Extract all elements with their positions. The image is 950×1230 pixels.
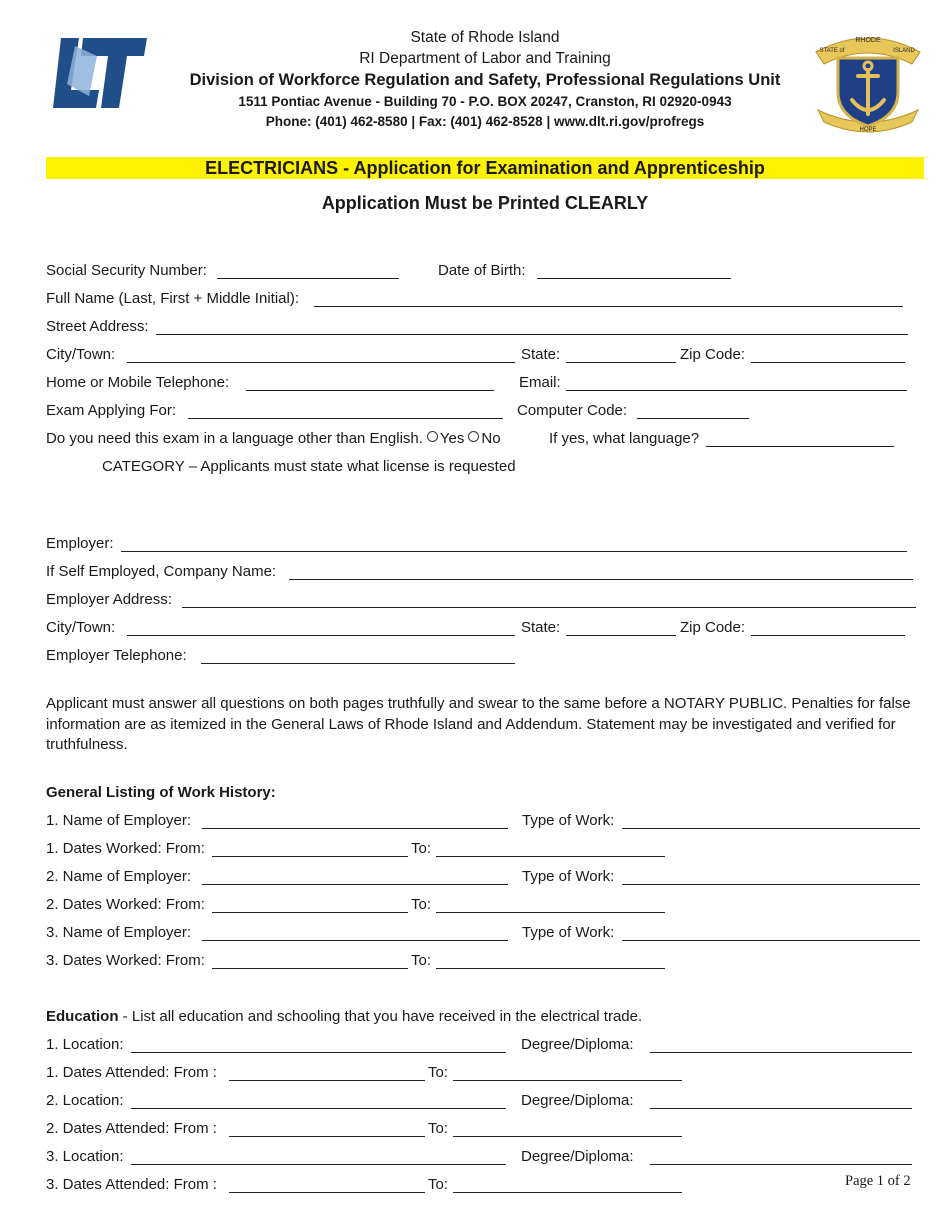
ssn-field[interactable] [217, 278, 399, 279]
type-of-work-3-label: Type of Work: [522, 924, 615, 941]
zip-field[interactable] [751, 362, 905, 363]
svg-text:HOPE: HOPE [859, 127, 877, 133]
header-state: State of Rhode Island [410, 29, 560, 46]
state-label: State: [521, 346, 561, 363]
phone-label: Home or Mobile Telephone: [46, 374, 230, 391]
dates-worked-3-from-field[interactable] [212, 968, 408, 969]
street-address-label: Street Address: [46, 318, 149, 335]
language-question [46, 430, 501, 448]
dates-worked-2-to-field[interactable] [436, 912, 665, 913]
phone-field[interactable] [246, 390, 494, 391]
rhode-island-seal [812, 30, 924, 136]
type-of-work-2-label: Type of Work: [522, 868, 615, 885]
full-name-label: Full Name (Last, First + Middle Initial): [46, 290, 299, 307]
email-field[interactable] [566, 390, 907, 391]
dates-attended-1-to-label: To: [428, 1064, 449, 1081]
full-name-field[interactable] [314, 306, 903, 307]
degree-1-field[interactable] [650, 1052, 912, 1053]
type-of-work-2-field[interactable] [622, 884, 920, 885]
dlt-logo [53, 38, 147, 108]
education-heading-intro: - List all education and schooling that you have received in the electrical trade. [118, 1008, 643, 1025]
dob-label: Date of Birth: [438, 262, 526, 279]
dates-attended-3-from-field[interactable] [229, 1192, 425, 1193]
employer-3-label: 3. Name of Employer: [46, 924, 192, 941]
dates-attended-2-to-label: To: [428, 1120, 449, 1137]
svg-text:STATE of: STATE of [819, 48, 845, 54]
degree-2-label: Degree/Diploma: [521, 1092, 634, 1109]
education-heading-title: Education [46, 1008, 119, 1025]
dates-attended-1-to-field[interactable] [453, 1080, 682, 1081]
dates-worked-2-label: 2. Dates Worked: From: [46, 896, 205, 913]
degree-3-field[interactable] [650, 1164, 912, 1165]
dates-attended-2-from-field[interactable] [229, 1136, 425, 1137]
employer-zip-field[interactable] [751, 635, 905, 636]
dates-worked-1-from-field[interactable] [212, 856, 408, 857]
degree-3-label: Degree/Diploma: [521, 1148, 634, 1165]
header-division: Division of Workforce Regulation and Safety, Professional Regulations Unit [189, 71, 781, 89]
dates-attended-3-to-field[interactable] [453, 1192, 682, 1193]
dates-worked-1-to-field[interactable] [436, 856, 665, 857]
location-1-label: 1. Location: [46, 1036, 124, 1053]
location-1-field[interactable] [131, 1052, 506, 1053]
yes-radio[interactable] [427, 431, 438, 442]
company-name-field[interactable] [289, 579, 913, 580]
dates-worked-2-to-label: To: [411, 896, 432, 913]
dates-worked-3-label: 3. Dates Worked: From: [46, 952, 205, 969]
dates-worked-3-to-field[interactable] [436, 968, 665, 969]
dates-attended-1-label: 1. Dates Attended: From : [46, 1064, 217, 1081]
form-subtitle: Application Must be Printed CLEARLY [321, 193, 649, 213]
dates-worked-2-from-field[interactable] [212, 912, 408, 913]
exam-field[interactable] [188, 418, 503, 419]
location-3-field[interactable] [131, 1164, 506, 1165]
type-of-work-3-field[interactable] [622, 940, 920, 941]
city-label: City/Town: [46, 346, 116, 363]
dates-attended-3-to-label: To: [428, 1176, 449, 1193]
type-of-work-1-field[interactable] [622, 828, 920, 829]
computer-code-label: Computer Code: [517, 402, 628, 419]
dates-attended-3-label: 3. Dates Attended: From : [46, 1176, 217, 1193]
computer-code-field[interactable] [637, 418, 749, 419]
svg-text:ISLAND: ISLAND [893, 48, 915, 54]
employer-2-label: 2. Name of Employer: [46, 868, 192, 885]
location-3-label: 3. Location: [46, 1148, 124, 1165]
type-of-work-1-label: Type of Work: [522, 812, 615, 829]
language-question-text: Do you need this exam in a language other than English. [46, 430, 423, 447]
employer-label: Employer: [46, 535, 114, 552]
employer-address-label: Employer Address: [46, 591, 172, 608]
employer-1-field[interactable] [202, 828, 508, 829]
page-number: Page 1 of 2 [845, 1173, 911, 1189]
employer-telephone-label: Employer Telephone: [46, 647, 187, 664]
ssn-label: Social Security Number: [46, 262, 207, 279]
svg-text:RHODE: RHODE [855, 37, 881, 44]
employer-city-label: City/Town: [46, 619, 116, 636]
employer-city-field[interactable] [127, 635, 515, 636]
form-title-banner: ELECTRICIANS - Application for Examination and Apprenticeship [46, 157, 924, 179]
header-department: RI Department of Labor and Training [359, 50, 611, 67]
dates-worked-1-label: 1. Dates Worked: From: [46, 840, 205, 857]
state-field[interactable] [566, 362, 676, 363]
employer-1-label: 1. Name of Employer: [46, 812, 192, 829]
employer-telephone-field[interactable] [201, 663, 515, 664]
employer-address-field[interactable] [182, 607, 916, 608]
work-history-heading: General Listing of Work History: [46, 784, 276, 801]
language-field[interactable] [706, 446, 894, 447]
dob-field[interactable] [537, 278, 731, 279]
employer-field[interactable] [121, 551, 907, 552]
employer-2-field[interactable] [202, 884, 508, 885]
no-label: No [481, 430, 501, 447]
header-contact: Phone: (401) 462-8580 | Fax: (401) 462-8528 | www.dlt.ri.gov/profregs [265, 114, 705, 129]
category-note: CATEGORY – Applicants must state what license is requested [102, 458, 516, 475]
yes-label: Yes [439, 430, 465, 447]
dates-worked-1-to-label: To: [411, 840, 432, 857]
no-radio[interactable] [468, 431, 479, 442]
location-2-field[interactable] [131, 1108, 506, 1109]
dates-worked-3-to-label: To: [411, 952, 432, 969]
city-field[interactable] [127, 362, 515, 363]
employer-3-field[interactable] [202, 940, 508, 941]
self-employed-label: If Self Employed, Company Name: [46, 563, 277, 580]
employer-state-field[interactable] [566, 635, 676, 636]
language-which-label: If yes, what language? [549, 430, 700, 447]
degree-2-field[interactable] [650, 1108, 912, 1109]
dates-attended-1-from-field[interactable] [229, 1080, 425, 1081]
email-label: Email: [519, 374, 561, 391]
notary-statement: Applicant must answer all questions on both pages truthfully and swear to the same before a NOTARY PUBLIC. Penalties for false information are as itemized in the General Laws of Rhode Island and Addendum. Statement may be investigated and verified for truthfulness. [46, 695, 911, 753]
zip-label: Zip Code: [680, 346, 746, 363]
location-2-label: 2. Location: [46, 1092, 124, 1109]
degree-1-label: Degree/Diploma: [521, 1036, 634, 1053]
street-address-field[interactable] [156, 334, 908, 335]
exam-label: Exam Applying For: [46, 402, 177, 419]
dates-attended-2-label: 2. Dates Attended: From : [46, 1120, 217, 1137]
dates-attended-2-to-field[interactable] [453, 1136, 682, 1137]
education-heading [46, 1008, 642, 1026]
employer-state-label: State: [521, 619, 561, 636]
employer-zip-label: Zip Code: [680, 619, 746, 636]
header-address: 1511 Pontiac Avenue - Building 70 - P.O. BOX 20247, Cranston, RI 02920-0943 [238, 94, 732, 109]
